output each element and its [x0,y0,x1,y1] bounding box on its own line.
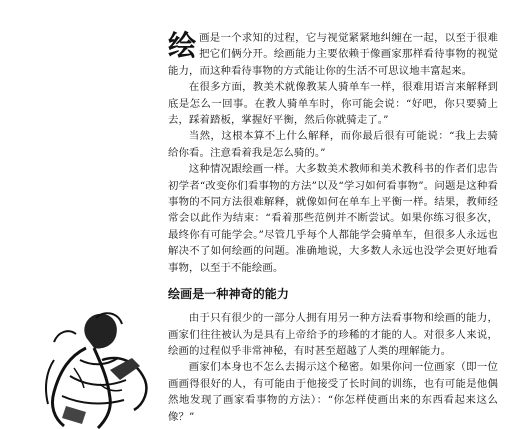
paragraph-demonstration: 当然，这根本算不上什么解释，而你最后很有可能说：“我上去骑给你看。注意看着我是怎么骑的。” [168,130,498,159]
paragraph-painters-secret: 画家们本身也不怎么去揭示这个秘密。如果你问一位画家（即一位画画得很好的人，有可能由于他接受了长时间的训练，也有可能是他偶然地发现了画家看事物的方法）：“你怎样使画出来的东西看起来这么像？” [168,361,498,423]
paragraph-rare-ability: 由于只有很少的一部分人拥有用另一种方法看事物和绘画的能力，画家们往往被认为是具有上帝给予的珍稀的才能的人。对很多人来说，绘画的过程似乎非常神秘，有时甚至超越了人类的理解能力。 [168,312,498,357]
paragraph-seeing-problem: 这种情况跟绘画一样。大多数美术教师和美术教科书的作者们忠告初学者“改变你们看事物的方法”以及“学习如何看事物”。问题是这种看事物的不同方法很难解释，就像如何在单车上平衡一样。结果，教师经常会以此作为结束：“看着那些范例并不断尝试。如果你练习很多次，最终你有可能学会。”尽管几乎每个人都能学会骑单车，但很多人永远也解决不了如何绘画的问题。准确地说，大多数人永远也没学会更好地看事物，以至于不能绘画。 [168,163,498,274]
paragraph-bicycle-analogy: 在很多方面，教美术就像教某人骑单车一样，很难用语言来解释到底是怎么一回事。在教人骑单车时，你可能会说：“好吧，你只要骑上去，踩着踏板，掌握好平衡，然后你就骑走了。” [168,81,498,127]
article-body [168,30,498,425]
intro-paragraph [168,30,498,79]
ink-sketch-illustration [40,300,152,429]
section-heading: 绘画是一种神奇的能力 [168,287,290,302]
drop-cap: 绘 [168,29,197,62]
intro-text: 画是一个求知的过程，它与视觉紧紧地纠缠在一起，以至于很难把它们俩分开。绘画能力主要依赖于像画家那样看待事物的视觉能力，而这种看待事物的方式能让你的生活不可思议地丰富起来。 [168,32,498,77]
